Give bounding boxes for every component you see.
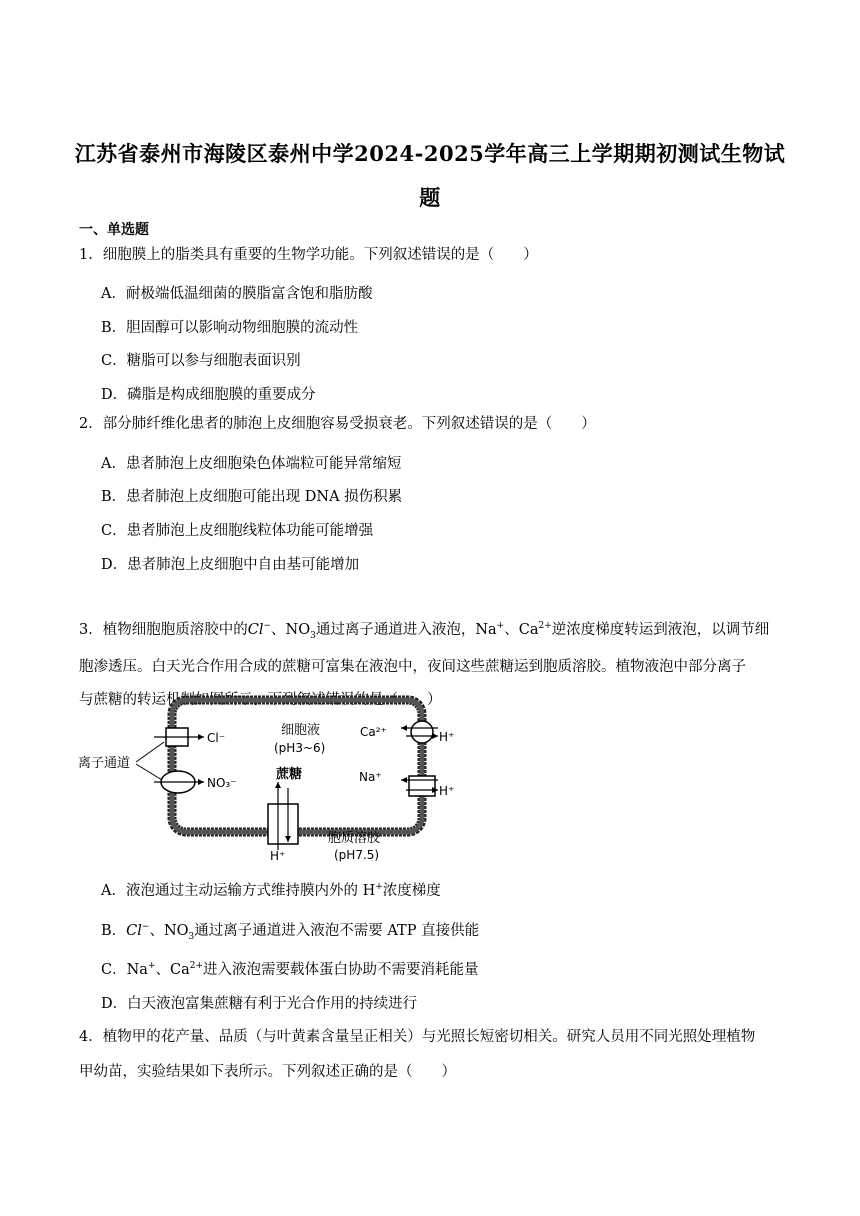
q1-option-a: A．耐极端低温细菌的膜脂富含饱和脂肪酸 [101,286,373,302]
cytosol-ph: (pH7.5) [334,848,380,862]
q1-stem: 1．细胞膜上的脂类具有重要的生物学功能。下列叙述错误的是（ ） [79,247,538,263]
sucrose-transporter [268,804,298,844]
doc-title-line1: 江苏省泰州市海陵区泰州中学2024-2025学年高三上学期期初测试生物试 [74,141,786,166]
q1-option-c: C．糖脂可以参与细胞表面识别 [101,353,301,369]
sucrose-label: 蔗糖 [276,767,303,782]
cl-arrowhead [198,734,204,740]
q2-stem: 2．部分肺纤维化患者的肺泡上皮细胞容易受损衰老。下列叙述错误的是（ ） [79,416,596,432]
channel-pointer-2 [136,764,162,780]
h-ion-1: H⁺ [439,730,455,744]
vacuole-ph: (pH3~6) [274,741,326,755]
h-out-arrowhead-1 [432,733,438,739]
no3-ion: NO₃⁻ [207,776,237,790]
q4-line2: 甲幼苗，实验结果如下表所示。下列叙述正确的是（ ） [79,1064,456,1080]
q3-option-a: A．液泡通过主动运输方式维持膜内外的 H+浓度梯度 [101,882,441,899]
cl-ion: Cl⁻ [207,731,226,745]
q4-line1: 4．植物甲的花产量、品质（与叶黄素含量呈正相关）与光照长短密切相关。研究人员用不同光照处理植物 [79,1029,756,1045]
q2-option-d: D．患者肺泡上皮细胞中自由基可能增加 [101,557,360,573]
q3-line2: 胞渗透压。白天光合作用合成的蔗糖可富集在液泡中，夜间这些蔗糖运到胞质溶胶。植物液泡中部分离子 [79,659,746,675]
q3-line3: 与蔗糖的转运机制如图所示。下列叙述错误的是（ ） [79,692,442,708]
ca-transporter [411,721,433,743]
q3-option-c: C．Na+、$Ca^{2+}$进入液泡需要载体蛋白协助不需要消耗能量 [101,961,479,978]
vacuole-label: 细胞液 [281,723,321,738]
na-arrowhead [401,777,407,783]
q3-option-b: B．Cl−、$NO_3$通过离子通道进入液泡不需要 ATP 直接供能 [101,922,480,942]
doc-title-line2: 题 [419,185,441,210]
sucrose-arrowhead [275,782,281,788]
q2-option-b: B．患者肺泡上皮细胞可能出现 DNA 损伤积累 [101,489,403,505]
q3-option-d: D．白天液泡富集蔗糖有利于光合作用的持续进行 [101,996,418,1012]
ca-ion: Ca²⁺ [360,725,387,739]
channel-pointer-1 [136,742,164,762]
q1-option-d: D．磷脂是构成细胞膜的重要成分 [101,387,316,403]
q1-option-b: B．胆固醇可以影响动物细胞膜的流动性 [101,320,359,336]
no3-arrowhead [198,779,204,785]
cytosol-label: 胞质溶胶 [328,831,381,846]
q2-option-c: C．患者肺泡上皮细胞线粒体功能可能增强 [101,523,374,539]
channel-label: 离子通道 [78,756,131,771]
section-heading: 一、单选题 [79,222,149,238]
h-ion-3: H⁺ [270,849,286,863]
q2-option-a: A．患者肺泡上皮细胞染色体端粒可能异常缩短 [101,456,402,472]
vacuole-transport-diagram [76,692,456,864]
na-ion: Na⁺ [359,770,382,784]
ca-arrowhead [401,725,407,731]
h-ion-2: H⁺ [439,784,455,798]
q3-line1: 3．植物细胞胞质溶胶中的Cl−、$NO_3$通过离子通道进入液泡，Na+、$Ca^{2+}$逆浓度梯度转运到液泡，以调节细 [79,621,770,641]
na-transporter [409,776,435,796]
